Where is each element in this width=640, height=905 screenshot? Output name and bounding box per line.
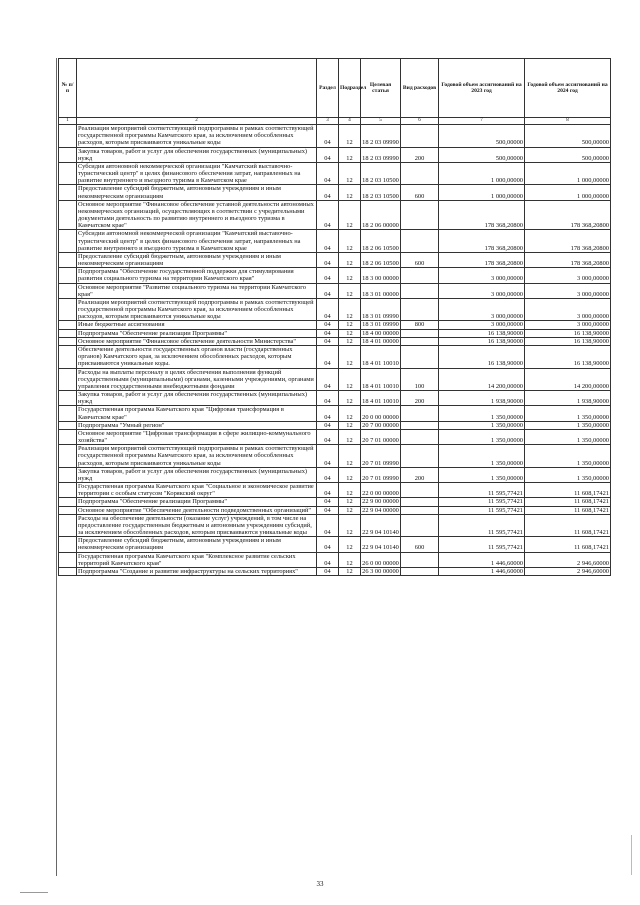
header-volume-2024: Годовой объем ассигнований на 2024 год: [525, 59, 611, 118]
row-podrazdel-cell: 12: [339, 345, 361, 368]
row-num-cell: [59, 200, 77, 230]
table-row: [59, 506, 611, 514]
row-podrazdel-cell: 12: [339, 252, 361, 267]
row-podrazdel-cell: 12: [339, 421, 361, 429]
row-volume-2023-cell: 1 000,00000: [439, 185, 525, 200]
row-volume-2024-cell: 178 368,20800: [525, 230, 611, 253]
row-target-article-cell: 18 2 03 10500: [361, 162, 401, 185]
row-expense-type-cell: 600: [401, 185, 439, 200]
col-number: 4: [339, 118, 361, 125]
row-volume-2024-cell: 1 350,00000: [525, 467, 611, 482]
col-number: 3: [317, 118, 339, 125]
row-target-article-cell: 18 4 01 10010: [361, 368, 401, 391]
row-target-article-cell: 18 2 03 10500: [361, 185, 401, 200]
row-razdel-cell: 04: [317, 391, 339, 406]
row-razdel-cell: 04: [317, 185, 339, 200]
row-volume-2024-cell: 1 000,00000: [525, 162, 611, 185]
row-podrazdel-cell: 12: [339, 283, 361, 298]
row-num-cell: [59, 498, 77, 506]
row-expense-type-cell: [401, 268, 439, 283]
row-num-cell: [59, 445, 77, 468]
row-num-cell: [59, 467, 77, 482]
row-razdel-cell: 04: [317, 552, 339, 567]
table-row: [59, 230, 611, 253]
row-num-cell: [59, 337, 77, 345]
row-volume-2024-cell: 500,00000: [525, 125, 611, 148]
row-expense-type-cell: [401, 230, 439, 253]
header-num: № п/п: [59, 59, 77, 118]
row-volume-2024-cell: 2 946,60000: [525, 567, 611, 575]
row-name-cell: Реализация мероприятий соответствующей подпрограммы в рамках соответствующей государственной программы Камчатского края, за исключением обособленных расходов, которым присваиваются уникальные коды: [77, 445, 317, 468]
row-razdel-cell: 04: [317, 567, 339, 575]
row-target-article-cell: 20 7 01 09990: [361, 467, 401, 482]
row-volume-2023-cell: 178 368,20800: [439, 200, 525, 230]
row-target-article-cell: 18 3 01 09990: [362, 321, 399, 329]
row-expense-type-cell: [401, 162, 439, 185]
table-row: [59, 514, 611, 537]
row-target-article-cell: 18 2 03 09990: [361, 147, 401, 162]
row-volume-2024-cell: 2 946,60000: [525, 552, 611, 567]
row-razdel-cell: 04: [317, 147, 339, 162]
row-volume-2023-cell: 11 595,77421: [439, 506, 525, 514]
row-name-cell: Предоставление субсидий бюджетным, автономным учреждениям и иным некоммерческим организациям: [77, 537, 317, 552]
header-volume-2023: Годовой объем ассигнований на 2023 год: [439, 59, 525, 118]
row-volume-2023-cell: 14 200,00000: [439, 368, 525, 391]
row-target-article-cell: 18 3 01 09990: [361, 298, 401, 321]
row-podrazdel-cell: 12: [339, 552, 361, 567]
row-name-cell: Расходы на обеспечение деятельности (оказание услуг) учреждений, в том числе на предоставление государственным бюджетным и автономным учреждениям субсидий, за исключением обособленных расходов, которым присваиваются уникальные коды: [77, 514, 317, 537]
col-number: 5: [361, 118, 401, 125]
table-row: [59, 162, 611, 185]
row-num-cell: [59, 252, 77, 267]
row-volume-2023-cell: 500,00000: [439, 125, 525, 148]
col-number: 8: [525, 118, 611, 125]
row-expense-type-cell: 600: [401, 537, 439, 552]
row-name-cell: Предоставление субсидий бюджетным, автономным учреждениям и иным некоммерческим организациям: [77, 185, 317, 200]
row-target-article-cell: 18 3 00 00000: [361, 268, 401, 283]
row-num-cell: [59, 230, 77, 253]
row-name-cell: Реализация мероприятий соответствующей подпрограммы в рамках соответствующей государственной программы Камчатского края, за исключением обособленных расходов, которым присваиваются уникальные коды: [77, 298, 317, 321]
row-volume-2024-cell: 500,00000: [525, 147, 611, 162]
row-volume-2024-cell: 1 350,00000: [525, 406, 611, 421]
row-razdel-cell: 04: [317, 298, 339, 321]
row-volume-2023-cell: 11 595,77421: [439, 498, 525, 506]
row-name-cell: Основное мероприятие "Цифровая трансформация в сфере жилищно-коммунального хозяйства": [77, 429, 317, 444]
row-num-cell: [59, 537, 77, 552]
row-podrazdel-cell: 12: [339, 125, 361, 148]
row-num-cell: [59, 406, 77, 421]
row-num-cell: [59, 567, 77, 575]
row-num-cell: [59, 368, 77, 391]
row-expense-type-cell: [401, 445, 439, 468]
row-volume-2023-cell: 1 350,00000: [439, 421, 525, 429]
row-podrazdel-cell: 12: [339, 329, 361, 337]
row-name-cell: Подпрограмма "Умный регион": [77, 421, 317, 429]
row-volume-2024-cell: 11 608,17421: [525, 483, 611, 498]
row-volume-2024-cell: 11 608,17421: [525, 506, 611, 514]
row-volume-2023-cell: 1 350,00000: [439, 406, 525, 421]
row-name-cell: Подпрограмма "Обеспечение реализации Программы": [77, 498, 317, 506]
row-name-cell: Основное мероприятие "Развитие социального туризма на территории Камчатского края": [77, 283, 317, 298]
row-podrazdel-cell: 12: [339, 147, 361, 162]
table-row: [59, 498, 611, 506]
row-volume-2024-cell: 178 368,20800: [525, 200, 611, 230]
row-podrazdel-cell: 12: [339, 230, 361, 253]
header-expense-type: Вид расходов: [401, 59, 439, 118]
row-razdel-cell: 04: [317, 329, 339, 337]
row-podrazdel-cell: 12: [339, 445, 361, 468]
row-num-cell: [59, 329, 77, 337]
row-razdel-cell: 04: [317, 429, 339, 444]
row-expense-type-cell: [401, 483, 439, 498]
table-body: [59, 125, 611, 576]
row-name-cell: Основное мероприятие "Финансовое обеспечение уставной деятельности автономных некоммерческих организаций, осуществляющих в соответствии с учредительными документами деятельность по развитию внутреннего и въездного туризма в Камчатском крае": [77, 200, 317, 230]
row-num-cell: [59, 514, 77, 537]
row-name-cell: Закупка товаров, работ и услуг для обеспечения государственных (муниципальных) нужд: [77, 467, 317, 482]
row-target-article-cell: 20 7 00 00000: [362, 421, 399, 429]
row-num-cell: [59, 268, 77, 283]
row-podrazdel-cell: 12: [339, 185, 361, 200]
table-row: [59, 552, 611, 567]
column-number-row: [59, 118, 611, 125]
table-row: [59, 268, 611, 283]
header-name: [77, 59, 317, 118]
row-volume-2023-cell: 16 138,90000: [439, 329, 525, 337]
row-num-cell: [59, 185, 77, 200]
row-num-cell: [59, 125, 77, 148]
row-name-cell: Основное мероприятие "Обеспечение деятельности подведомственных организаций": [77, 506, 317, 514]
row-volume-2024-cell: 3 000,00000: [525, 283, 611, 298]
row-target-article-cell: 18 4 01 10010: [361, 345, 401, 368]
row-expense-type-cell: [401, 406, 439, 421]
row-razdel-cell: 04: [317, 252, 339, 267]
row-name-cell: Подпрограмма "Обеспечение реализации Программы": [77, 329, 317, 337]
row-volume-2024-cell: 16 138,90000: [525, 337, 611, 345]
table-row: [59, 298, 611, 321]
row-name-cell: Закупка товаров, работ и услуг для обеспечения государственных (муниципальных) нужд: [77, 147, 317, 162]
col-number: 2: [77, 118, 317, 125]
row-target-article-cell: 20 7 01 00000: [361, 429, 401, 444]
budget-allocation-table: [58, 58, 611, 576]
row-target-article-cell: 22 9 00 00000: [362, 498, 399, 506]
row-razdel-cell: 04: [317, 514, 339, 537]
table-row: [59, 567, 611, 575]
row-expense-type-cell: [401, 298, 439, 321]
row-expense-type-cell: [401, 125, 439, 148]
row-target-article-cell: 26 0 00 00000: [361, 552, 401, 567]
row-name-cell: Предоставление субсидий бюджетным, автономным учреждениям и иным некоммерческим организациям: [77, 252, 317, 267]
row-razdel-cell: 04: [317, 345, 339, 368]
row-razdel-cell: 04: [317, 445, 339, 468]
row-target-article-cell: 18 2 03 09990: [361, 125, 401, 148]
row-razdel-cell: 04: [317, 321, 339, 329]
row-razdel-cell: 04: [317, 467, 339, 482]
table-row: [59, 329, 611, 337]
header-podrazdel: Подраздел: [339, 59, 361, 118]
header-target-article: Целевая статья: [361, 59, 401, 118]
table-row: [59, 345, 611, 368]
row-volume-2024-cell: 1 350,00000: [525, 421, 611, 429]
page-number: 33: [316, 880, 324, 888]
row-target-article-cell: 22 9 04 10140: [361, 514, 401, 537]
table-row: [59, 337, 611, 345]
row-volume-2024-cell: 3 000,00000: [525, 298, 611, 321]
table-row: [59, 147, 611, 162]
row-expense-type-cell: [401, 283, 439, 298]
row-volume-2023-cell: 16 138,90000: [439, 345, 525, 368]
row-expense-type-cell: [401, 200, 439, 230]
table-row: [59, 391, 611, 406]
row-volume-2023-cell: 178 368,20800: [439, 252, 525, 267]
row-razdel-cell: 04: [317, 125, 339, 148]
row-volume-2024-cell: 1 350,00000: [525, 445, 611, 468]
row-num-cell: [59, 391, 77, 406]
row-target-article-cell: 18 4 00 00000: [362, 329, 399, 337]
row-target-article-cell: 18 2 06 10500: [361, 230, 401, 253]
row-name-cell: Закупка товаров, работ и услуг для обеспечения государственных (муниципальных) нужд: [77, 391, 317, 406]
table-row: [59, 537, 611, 552]
row-razdel-cell: 04: [317, 498, 339, 506]
row-podrazdel-cell: 12: [339, 537, 361, 552]
row-expense-type-cell: 200: [401, 391, 439, 406]
row-target-article-cell: 22 9 04 00000: [362, 506, 399, 514]
row-razdel-cell: 04: [317, 230, 339, 253]
row-num-cell: [59, 506, 77, 514]
row-num-cell: [59, 147, 77, 162]
row-volume-2024-cell: 16 138,90000: [525, 345, 611, 368]
scan-edge-mark: [631, 835, 632, 875]
row-volume-2023-cell: 16 138,90000: [439, 337, 525, 345]
row-razdel-cell: 04: [317, 483, 339, 498]
row-expense-type-cell: 600: [401, 252, 439, 267]
row-razdel-cell: 04: [317, 162, 339, 185]
row-volume-2023-cell: 1 350,00000: [439, 429, 525, 444]
col-number: 7: [439, 118, 525, 125]
row-volume-2023-cell: 11 595,77421: [439, 537, 525, 552]
row-podrazdel-cell: 12: [339, 514, 361, 537]
row-expense-type-cell: [401, 498, 439, 506]
header-row: [59, 59, 611, 118]
row-razdel-cell: 04: [317, 537, 339, 552]
row-razdel-cell: 04: [317, 283, 339, 298]
row-name-cell: Подпрограмма "Создание и развитие инфраструктуры на сельских территориях": [77, 567, 317, 575]
row-volume-2023-cell: 3 000,00000: [439, 283, 525, 298]
table-row: [59, 185, 611, 200]
table-row: [59, 321, 611, 329]
row-razdel-cell: 04: [317, 268, 339, 283]
row-podrazdel-cell: 12: [339, 567, 361, 575]
row-podrazdel-cell: 12: [339, 391, 361, 406]
row-expense-type-cell: 100: [401, 368, 439, 391]
row-num-cell: [59, 321, 77, 329]
row-expense-type-cell: [401, 337, 439, 345]
row-expense-type-cell: [401, 329, 439, 337]
row-num-cell: [59, 421, 77, 429]
row-name-cell: Подпрограмма "Обеспечение государственной поддержки для стимулирования развития социального туризма на территории Камчатского края": [77, 268, 317, 283]
row-target-article-cell: 18 4 01 00000: [362, 337, 399, 345]
row-volume-2023-cell: 3 000,00000: [439, 321, 525, 329]
row-razdel-cell: 04: [317, 406, 339, 421]
row-num-cell: [59, 483, 77, 498]
row-volume-2023-cell: 3 000,00000: [439, 268, 525, 283]
row-name-cell: Расходы на выплаты персоналу в целях обеспечения выполнения функций государственными (муниципальными) органами, казенными учреждениями, органами управления государственными внебюджетными фондами: [77, 368, 317, 391]
col-number: 1: [59, 118, 77, 125]
row-volume-2023-cell: 11 595,77421: [439, 514, 525, 537]
table-row: [59, 368, 611, 391]
row-podrazdel-cell: 12: [339, 483, 361, 498]
row-name-cell: Обеспечение деятельности государственных органов власти (государственных органов) Камчатского края, за исключением обособленных расходов, которым присваиваются уникальные коды.: [77, 345, 317, 368]
row-num-cell: [59, 429, 77, 444]
row-volume-2024-cell: 1 000,00000: [525, 185, 611, 200]
col-number: 6: [401, 118, 439, 125]
row-podrazdel-cell: 12: [339, 506, 361, 514]
row-target-article-cell: 26 3 00 00000: [362, 567, 399, 575]
row-podrazdel-cell: 12: [339, 467, 361, 482]
row-razdel-cell: 04: [317, 337, 339, 345]
row-expense-type-cell: [401, 421, 439, 429]
row-podrazdel-cell: 12: [339, 321, 361, 329]
row-razdel-cell: 04: [317, 368, 339, 391]
row-podrazdel-cell: 12: [339, 429, 361, 444]
row-target-article-cell: 22 9 04 10140: [361, 537, 401, 552]
table-row: [59, 483, 611, 498]
row-expense-type-cell: 200: [401, 147, 439, 162]
row-volume-2024-cell: 178 368,20800: [525, 252, 611, 267]
row-volume-2023-cell: 1 350,00000: [439, 445, 525, 468]
row-volume-2024-cell: 16 138,90000: [525, 329, 611, 337]
row-expense-type-cell: 800: [401, 321, 439, 329]
row-num-cell: [59, 345, 77, 368]
row-volume-2024-cell: 1 938,90000: [525, 391, 611, 406]
row-podrazdel-cell: 12: [339, 498, 361, 506]
row-podrazdel-cell: 12: [339, 337, 361, 345]
row-target-article-cell: 20 7 01 09990: [361, 445, 401, 468]
row-volume-2023-cell: 1 350,00000: [439, 467, 525, 482]
row-num-cell: [59, 552, 77, 567]
table-row: [59, 252, 611, 267]
table-row: [59, 283, 611, 298]
row-volume-2023-cell: 178 368,20800: [439, 230, 525, 253]
row-razdel-cell: 04: [317, 200, 339, 230]
row-name-cell: Государственная программа Камчатского края "Цифровая трансформация в Камчатском крае": [77, 406, 317, 421]
row-podrazdel-cell: 12: [339, 200, 361, 230]
row-expense-type-cell: 200: [401, 467, 439, 482]
row-volume-2023-cell: 11 595,77421: [439, 483, 525, 498]
row-razdel-cell: 04: [317, 506, 339, 514]
row-volume-2024-cell: 11 608,17421: [525, 498, 611, 506]
row-name-cell: Субсидия автономной некоммерческой организации "Камчатский выставочно-туристический центр" в целях финансового обеспечения затрат, направленных на развитие внутреннего и въездного туризма в Камчатском крае: [77, 162, 317, 185]
row-expense-type-cell: [401, 429, 439, 444]
row-name-cell: Субсидии автономной некоммерческой организации "Камчатский выставочно-туристический центр" в целях финансового обеспечения затрат, направленных на развитие внутреннего и въездного туризма в Камчатском крае: [77, 230, 317, 253]
row-volume-2024-cell: 1 350,00000: [525, 429, 611, 444]
row-expense-type-cell: [401, 552, 439, 567]
row-expense-type-cell: [401, 345, 439, 368]
table-row: [59, 125, 611, 148]
row-num-cell: [59, 162, 77, 185]
row-podrazdel-cell: 12: [339, 298, 361, 321]
table-row: [59, 421, 611, 429]
row-volume-2023-cell: 1 446,60000: [439, 567, 525, 575]
row-name-cell: Основное мероприятие "Финансовое обеспечение деятельности Министерства": [77, 337, 317, 345]
row-expense-type-cell: [401, 567, 439, 575]
row-target-article-cell: 20 0 00 00000: [361, 406, 401, 421]
row-expense-type-cell: [401, 514, 439, 537]
row-volume-2024-cell: 11 608,17421: [525, 514, 611, 537]
row-volume-2023-cell: 1 446,60000: [439, 552, 525, 567]
row-name-cell: Иные бюджетные ассигнования: [77, 321, 317, 329]
row-volume-2024-cell: 3 000,00000: [525, 321, 611, 329]
row-expense-type-cell: [401, 506, 439, 514]
row-target-article-cell: 22 0 00 00000: [361, 483, 401, 498]
row-volume-2023-cell: 1 938,90000: [439, 391, 525, 406]
table-row: [59, 445, 611, 468]
row-volume-2024-cell: 3 000,00000: [525, 268, 611, 283]
row-volume-2024-cell: 14 200,00000: [525, 368, 611, 391]
row-name-cell: Государственная программа Камчатского края "Комплексное развитие сельских территорий Камчатского края": [77, 552, 317, 567]
row-podrazdel-cell: 12: [339, 406, 361, 421]
row-razdel-cell: 04: [317, 421, 339, 429]
row-target-article-cell: 18 2 06 00000: [361, 200, 401, 230]
row-podrazdel-cell: 12: [339, 162, 361, 185]
row-podrazdel-cell: 12: [339, 268, 361, 283]
row-volume-2023-cell: 1 000,00000: [439, 162, 525, 185]
row-name-cell: Государственная программа Камчатского края "Социальное и экономическое развитие территории с особым статусом "Корякский округ": [77, 483, 317, 498]
scan-edge-mark: [20, 892, 48, 893]
row-volume-2023-cell: 3 000,00000: [439, 298, 525, 321]
row-target-article-cell: 18 4 01 10010: [361, 391, 401, 406]
row-num-cell: [59, 298, 77, 321]
row-volume-2024-cell: 11 608,17421: [525, 537, 611, 552]
table-row: [59, 467, 611, 482]
table-row: [59, 200, 611, 230]
row-podrazdel-cell: 12: [339, 368, 361, 391]
page-left-rule: [56, 58, 57, 876]
table-row: [59, 406, 611, 421]
row-target-article-cell: 18 2 06 10500: [361, 252, 401, 267]
row-name-cell: Реализация мероприятий соответствующей подпрограммы в рамках соответствующей государственной программы Камчатского края, за исключением обособленных расходов, которым присваиваются уникальные коды: [77, 125, 317, 148]
header-razdel: Раздел: [317, 59, 339, 118]
row-volume-2023-cell: 500,00000: [439, 147, 525, 162]
row-target-article-cell: 18 3 01 00000: [361, 283, 401, 298]
row-num-cell: [59, 283, 77, 298]
table-row: [59, 429, 611, 444]
